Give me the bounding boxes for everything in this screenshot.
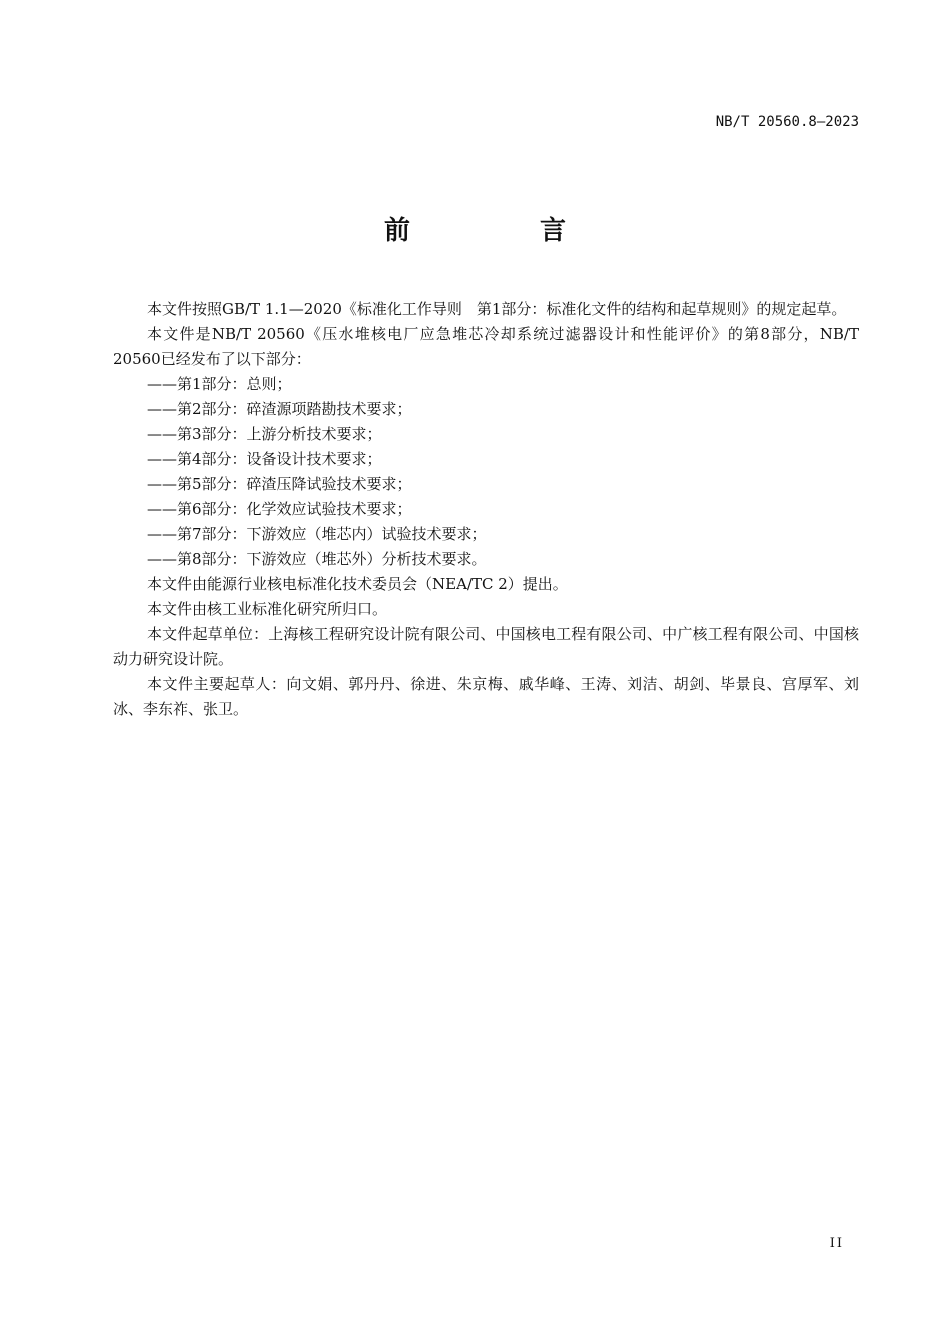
list-item: ——第8部分：下游效应（堆芯外）分析技术要求。 — [147, 550, 487, 568]
list-item: ——第1部分：总则； — [147, 375, 292, 393]
page-number: II — [829, 1236, 844, 1251]
paragraph-proposer: 本文件由能源行业核电标准化技术委员会（NEA/TC 2）提出。 — [147, 575, 568, 593]
document-code: NB/T 20560.8—2023 — [715, 114, 859, 130]
paragraph-administrator: 本文件由核工业标准化研究所归口。 — [147, 600, 388, 618]
list-item: ——第4部分：设备设计技术要求； — [147, 450, 382, 468]
paragraph-drafting-units: 本文件起草单位：上海核工程研究设计院有限公司、中国核电工程有限公司、中广核工程有限公司、中国核动力研究设计院。 — [113, 625, 859, 668]
foreword-body — [113, 297, 859, 722]
list-item: ——第3部分：上游分析技术要求； — [147, 425, 382, 443]
page-title: 前 言 — [383, 216, 618, 246]
paragraph-drafting-rules: 本文件按照GB/T 1.1—2020《标准化工作导则 第1部分：标准化文件的结构和起草规则》的规定起草。 — [147, 300, 847, 318]
list-item: ——第6部分：化学效应试验技术要求； — [147, 500, 412, 518]
parts-list — [113, 372, 859, 572]
list-item: ——第2部分：碎渣源项踏勘技术要求； — [147, 400, 412, 418]
list-item: ——第5部分：碎渣压降试验技术要求； — [147, 475, 412, 493]
paragraph-series-intro: 本文件是NB/T 20560《压水堆核电厂应急堆芯冷却系统过滤器设计和性能评价》的第8部分，NB/T 20560已经发布了以下部分： — [113, 325, 859, 368]
list-item: ——第7部分：下游效应（堆芯内）试验技术要求； — [147, 525, 487, 543]
paragraph-drafters: 本文件主要起草人：向文娟、郭丹丹、徐进、朱京梅、戚华峰、王涛、刘洁、胡剑、毕景良、宫厚军、刘冰、李东祚、张卫。 — [113, 675, 859, 718]
